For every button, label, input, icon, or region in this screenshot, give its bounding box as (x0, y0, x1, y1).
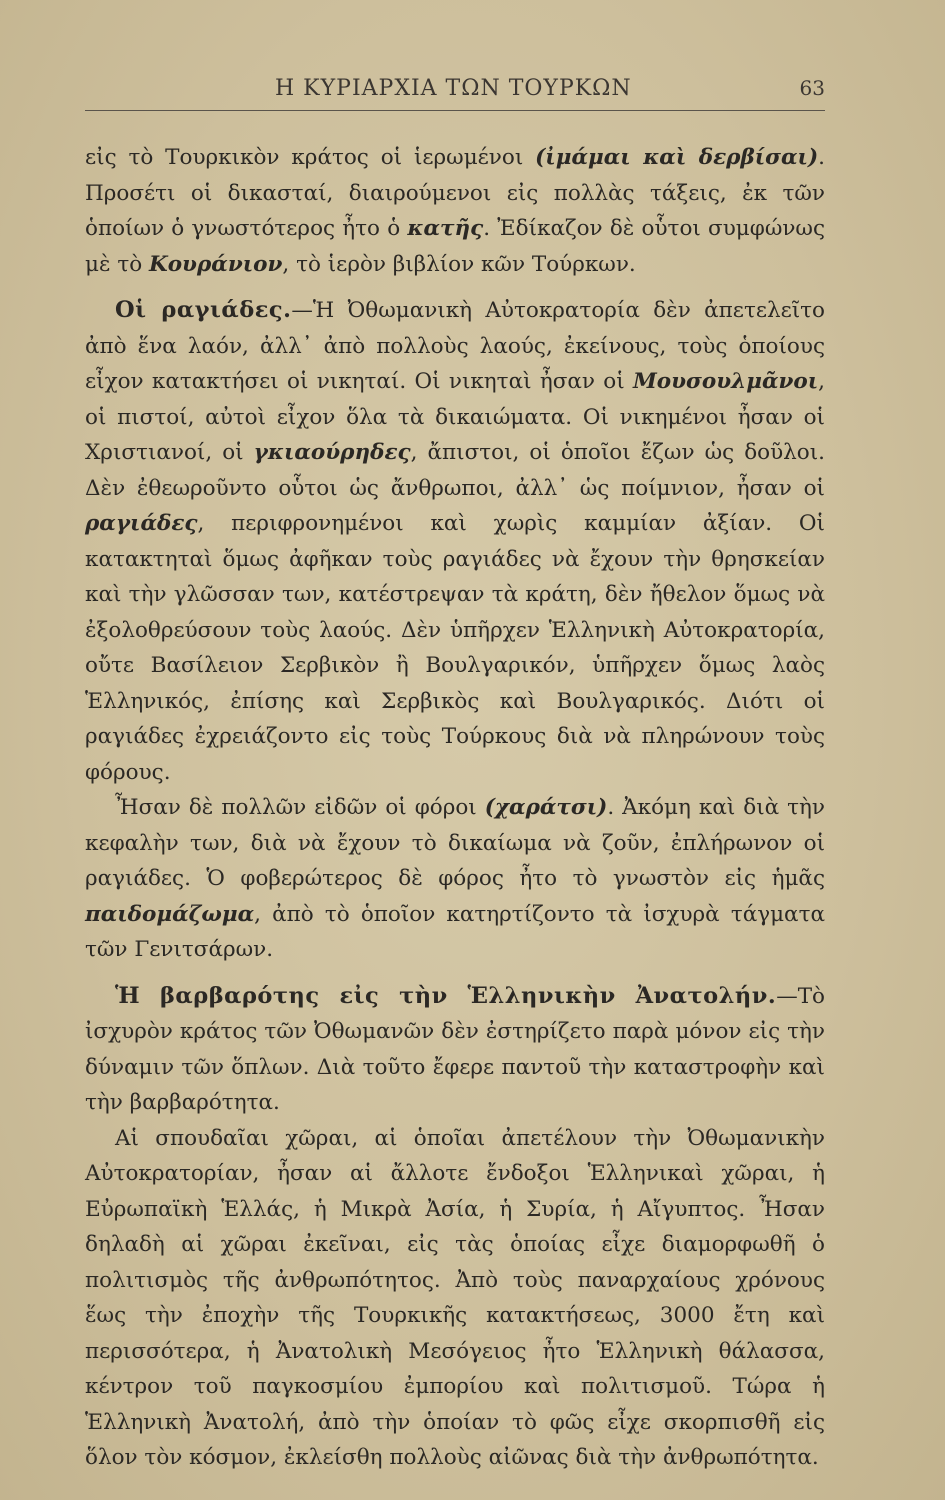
term-muslims: Μουσουλμᾶνοι (632, 369, 819, 394)
section-heading-rayahs: Οἱ ραγιάδες. (115, 297, 292, 323)
running-title: Η ΚΥΡΙΑΡΧΙΑ ΤΩΝ ΤΟΥΡΚΩΝ (275, 76, 632, 101)
text-run: , περιφρονημένοι καὶ χωρὶς καμμίαν ἀξίαν. Οἱ κατακτηταὶ ὅμως ἀφῆκαν τοὺς ραγιάδες νὰ ἔχουν τὴν θρησκείαν καὶ τὴν γλῶσσαν των, κατέστρεψαν τὰ κράτη, δὲν ἤθελον ὅμως νὰ ἐξολοθρεύσουν τοὺς λαούς. Δὲν ὑπῆρχεν Ἑλληνικὴ Αὐτοκρατορία, οὔτε Βασίλειον Σερβικὸν ἢ Βουλγαρικόν, ὑπῆρχεν ὅμως λαὸς Ἑλληνικός, ἐπίσης καὶ Σερβικὸς καὶ Βουλγαρικός. Διότι οἱ ραγιάδες ἐχρειάζοντο εἰς τοὺς Τούρκους διὰ νὰ πληρώνουν τοὺς φόρους. (85, 511, 825, 785)
page-number: 63 (799, 76, 825, 100)
term-koran: Κουράνιον (149, 251, 283, 277)
text-run: —Τὸ ἰσχυρὸν κράτος τῶν Ὀθωμανῶν δὲν ἐστηρίζετο παρὰ μόνον εἰς τὴν δύναμιν τῶν ὅπλων. Διὰ τοῦτο ἔφερε παντοῦ τὴν καταστροφὴν καὶ τὴν βαρβαρότητα. (85, 983, 825, 1115)
term-giaours: γκιαούρηδες (253, 440, 411, 465)
paragraph-greek-east (85, 1121, 825, 1476)
text-run: Ἦσαν δὲ πολλῶν εἰδῶν οἱ φόροι (115, 795, 485, 820)
paragraph-taxes (85, 790, 825, 968)
term-devshirme: παιδομάζωμα (85, 901, 255, 927)
text-run: . Ἐδίκαζον δὲ οὗτοι συμφώνως μὲ τὸ (85, 216, 825, 277)
body-text (85, 140, 825, 1476)
text-run: . Ἀκόμη καὶ διὰ τὴν κεφαλὴν των, διὰ νὰ ἔχουν τὸ δικαίωμα νὰ ζοῦν, ἐπλήρωνον οἱ ραγιάδες. Ὁ φοβερώτερος δὲ φόρος ἦτο τὸ γνωστὸν εἰς ἡμᾶς (85, 795, 826, 891)
paragraph-barbarism (85, 979, 825, 1121)
running-header (85, 76, 825, 106)
paragraph-rayahs (85, 293, 825, 790)
term-rayahs: ραγιάδες (85, 511, 198, 536)
text-run: , τὸ ἱερὸν βιβλίον κῶν Τούρκων. (282, 251, 636, 277)
text-run: , ἄπιστοι, οἱ ὁποῖοι ἔζων ὡς δοῦλοι. Δὲν ἐθεωροῦντο οὗτοι ὡς ἄνθρωποι, ἀλλ᾽ ὡς ποίμνιον, ἦσαν οἱ (85, 440, 826, 501)
paragraph-clergy-judges (85, 140, 825, 282)
section-heading-barbarism: Ἡ βαρβαρότης εἰς τὴν Ἑλληνικὴν Ἀνατολήν. (115, 982, 777, 1009)
text-run: , οἱ πιστοί, αὐτοὶ εἶχον ὅλα τὰ δικαιώματα. Οἱ νικημένοι ἦσαν οἱ Χριστιανοί, οἱ (85, 369, 825, 465)
text-run: . Προσέτι οἱ δικασταί, διαιρούμενοι εἰς πολλὰς τάξεις, ἐκ τῶν ὁποίων ὁ γνωστότερος ἦτο ὁ (85, 145, 825, 241)
text-run: εἰς τὸ Τουρκικὸν κράτος οἱ ἱερωμένοι (85, 145, 536, 170)
header-rule (85, 110, 825, 111)
term-imams-dervishes: (ἰμάμαι καὶ δερβίσαι) (535, 145, 819, 170)
term-haratsi: (χαράτσι) (484, 795, 608, 820)
term-kadi: κατῆς (407, 216, 484, 241)
text-run: —Ἡ Ὀθωμανικὴ Αὐτοκρατορία δὲν ἀπετελεῖτο ἀπὸ ἕνα λαόν, ἀλλ᾽ ἀπὸ πολλοὺς λαούς, ἐκείνους, τοὺς ὁποίους εἶχον κατακτήσει οἱ νικηταί. Οἱ νικηταὶ ἦσαν οἱ (85, 298, 826, 394)
text-run: Αἱ σπουδαῖαι χῶραι, αἱ ὁποῖαι ἀπετέλουν τὴν Ὀθωμανικὴν Αὐτοκρατορίαν, ἦσαν αἱ ἄλλοτε ἔνδοξοι Ἑλληνικαὶ χῶραι, ἡ Εὐρωπαϊκὴ Ἑλλάς, ἡ Μικρὰ Ἀσία, ἡ Συρία, ἡ Αἴγυπτος. Ἦσαν δηλαδὴ αἱ χῶραι ἐκεῖναι, εἰς τὰς ὁποίας εἶχε διαμορφωθῆ ὁ πολιτισμὸς τῆς ἀνθρωπότητος. Ἀπὸ τοὺς παναρχαίους χρόνους ἕως τὴν ἐποχὴν τῆς Τουρκικῆς κατακτήσεως, 3000 ἔτη καὶ περισσότερα, ἡ Ἀνατολικὴ Μεσόγειος ἦτο Ἑλληνικὴ θάλασσα, κέντρον τοῦ παγκοσμίου ἐμπορίου καὶ πολιτισμοῦ. Τώρα ἡ Ἑλληνικὴ Ἀνατολή, ἀπὸ τὴν ὁποίαν τὸ φῶς εἶχε σκορπισθῆ εἰς ὅλον τὸν κόσμον, ἐκλείσθη πολλοὺς αἰῶνας διὰ τὴν ἀνθρωπότητα. (85, 1125, 825, 1470)
text-run: , ἀπὸ τὸ ὁποῖον κατηρτίζοντο τὰ ἰσχυρὰ τάγματα τῶν Γενιτσάρων. (85, 901, 825, 962)
